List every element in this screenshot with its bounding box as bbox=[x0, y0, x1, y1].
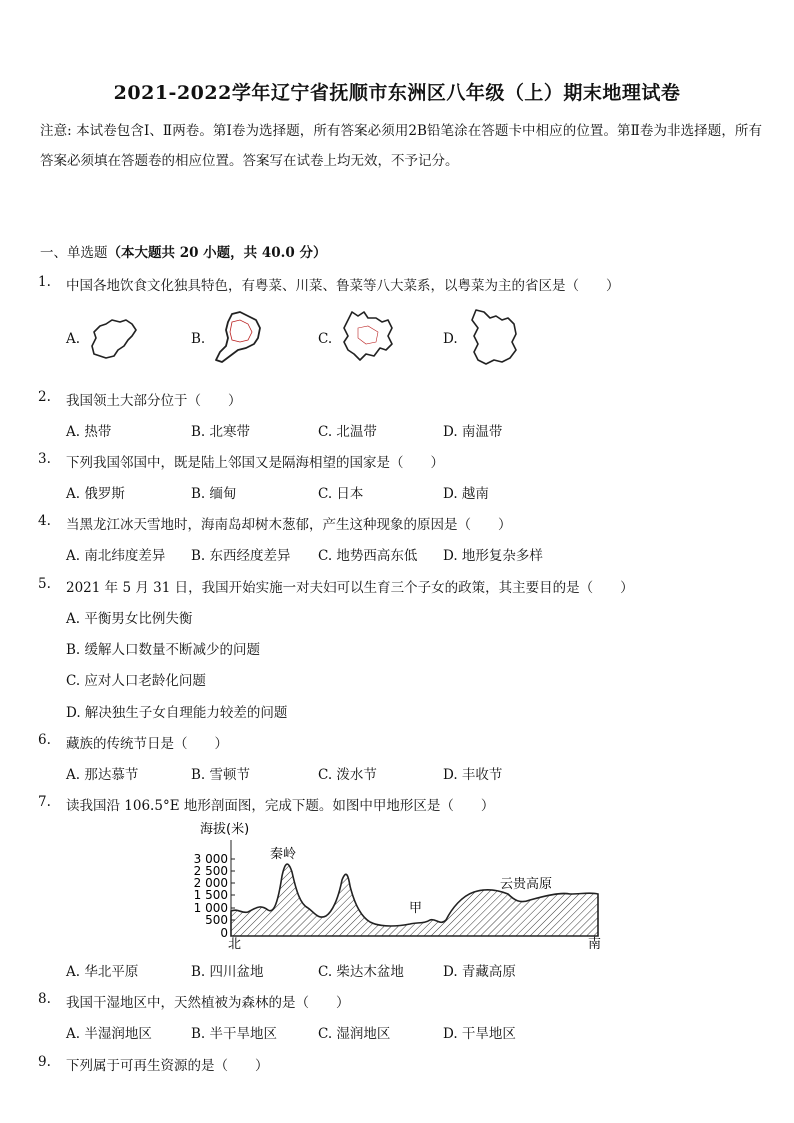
ytick-label: 1 000 bbox=[193, 901, 228, 915]
question-number: 7. bbox=[38, 794, 51, 810]
ytick-label: 0 bbox=[220, 926, 228, 940]
page-title: 2021-2022学年辽宁省抚顺市东洲区八年级（上）期末地理试卷 bbox=[113, 82, 681, 104]
option-c[interactable]: C. 柴达木盆地 bbox=[318, 964, 404, 980]
profile-ylabel: 海拔(米) bbox=[200, 822, 250, 837]
option-c[interactable]: C. 湿润地区 bbox=[318, 1026, 391, 1042]
option-b[interactable]: B. 雪顿节 bbox=[191, 767, 251, 783]
question-text: 藏族的传统节日是（ ） bbox=[66, 736, 228, 752]
question-text: 我国干湿地区中，天然植被为森林的是（ ） bbox=[66, 995, 350, 1011]
option-b[interactable]: B. 北寒带 bbox=[191, 424, 251, 440]
option-a[interactable]: A. 俄罗斯 bbox=[66, 486, 125, 502]
option-b[interactable]: B. 四川盆地 bbox=[191, 964, 264, 980]
question-text: 我国领土大部分位于（ ） bbox=[66, 393, 242, 409]
exam-notice: 注意: 本试卷包含Ⅰ、Ⅱ两卷。第Ⅰ卷为选择题，所有答案必须用2B铅笔涂在答题卡中相应的位置。第Ⅱ卷为非选择题，所有答案必须填在答题卷的相应位置。答案写在试卷上均无效，不予记分。 bbox=[40, 123, 762, 169]
option-c[interactable]: C. 地势西高东低 bbox=[318, 548, 418, 564]
question-number: 1. bbox=[38, 274, 51, 290]
question-text: 下列我国邻国中，既是陆上邻国又是隔海相望的国家是（ ） bbox=[66, 455, 444, 471]
option-d[interactable]: D. 丰收节 bbox=[443, 767, 503, 783]
label-north: 北 bbox=[228, 937, 242, 952]
question-number: 6. bbox=[38, 732, 51, 748]
option-d[interactable]: D. 地形复杂多样 bbox=[443, 548, 543, 564]
option-a[interactable]: A. 热带 bbox=[66, 424, 112, 440]
option-label[interactable]: D. bbox=[443, 331, 458, 347]
ytick-label: 500 bbox=[205, 913, 228, 927]
section-detail: （本大题共 20 小题，共 40.0 分） bbox=[107, 245, 327, 261]
option-d[interactable]: D. 越南 bbox=[443, 486, 489, 502]
option-label[interactable]: C. bbox=[318, 331, 333, 347]
option-b[interactable]: B. 缓解人口数量不断减少的问题 bbox=[66, 642, 261, 658]
province-map-d[interactable] bbox=[466, 306, 522, 368]
ytick-label: 3 000 bbox=[193, 852, 228, 866]
section-prefix: 一、单选题 bbox=[40, 245, 108, 261]
province-map-c[interactable] bbox=[338, 308, 398, 364]
question-text: 下列属于可再生资源的是（ ） bbox=[66, 1058, 269, 1074]
question-number: 8. bbox=[38, 991, 51, 1007]
label-yungui: 云贵高原 bbox=[500, 877, 553, 892]
label-jia: 甲 bbox=[409, 901, 423, 916]
ytick-label: 2 000 bbox=[193, 876, 228, 890]
section-header bbox=[40, 241, 326, 261]
question-text: 当黑龙江冰天雪地时，海南岛却树木葱郁，产生这种现象的原因是（ ） bbox=[66, 517, 512, 533]
option-d[interactable]: D. 干旱地区 bbox=[443, 1026, 516, 1042]
option-d[interactable]: D. 南温带 bbox=[443, 424, 503, 440]
option-label[interactable]: B. bbox=[191, 331, 206, 347]
question-number: 3. bbox=[38, 451, 51, 467]
province-map-a[interactable] bbox=[88, 316, 140, 362]
option-label[interactable]: A. bbox=[66, 331, 81, 347]
option-a[interactable]: A. 那达慕节 bbox=[66, 767, 139, 783]
option-b[interactable]: B. 东西经度差异 bbox=[191, 548, 291, 564]
option-a[interactable]: A. 平衡男女比例失衡 bbox=[66, 611, 193, 627]
option-a[interactable]: A. 南北纬度差异 bbox=[66, 548, 166, 564]
ytick-label: 2 500 bbox=[193, 864, 228, 878]
option-d[interactable]: D. 青藏高原 bbox=[443, 964, 516, 980]
question-text: 读我国沿 106.5°E 地形剖面图，完成下题。如图中甲地形区是（ ） bbox=[66, 798, 495, 814]
option-c[interactable]: C. 北温带 bbox=[318, 424, 377, 440]
option-b[interactable]: B. 缅甸 bbox=[191, 486, 237, 502]
label-south: 南 bbox=[588, 937, 602, 952]
option-c[interactable]: C. 应对人口老龄化问题 bbox=[66, 673, 206, 689]
terrain-profile-diagram bbox=[190, 816, 610, 952]
option-c[interactable]: C. 日本 bbox=[318, 486, 364, 502]
question-number: 9. bbox=[38, 1054, 51, 1070]
ytick-label: 1 500 bbox=[193, 888, 228, 902]
option-c[interactable]: C. 泼水节 bbox=[318, 767, 377, 783]
question-number: 4. bbox=[38, 513, 51, 529]
question-number: 2. bbox=[38, 389, 51, 405]
label-qinling: 秦岭 bbox=[270, 847, 297, 862]
option-a[interactable]: A. 半湿润地区 bbox=[66, 1026, 152, 1042]
question-number: 5. bbox=[38, 576, 51, 592]
option-a[interactable]: A. 华北平原 bbox=[66, 964, 139, 980]
province-map-b[interactable] bbox=[210, 310, 266, 366]
option-b[interactable]: B. 半干旱地区 bbox=[191, 1026, 278, 1042]
option-d[interactable]: D. 解决独生子女自理能力较差的问题 bbox=[66, 705, 288, 721]
question-text: 中国各地饮食文化独具特色，有粤菜、川菜、鲁菜等八大菜系，以粤菜为主的省区是（ ） bbox=[66, 278, 620, 294]
question-text: 2021 年 5 月 31 日，我国开始实施一对夫妇可以生育三个子女的政策，其主要目的是（ ） bbox=[66, 580, 634, 596]
